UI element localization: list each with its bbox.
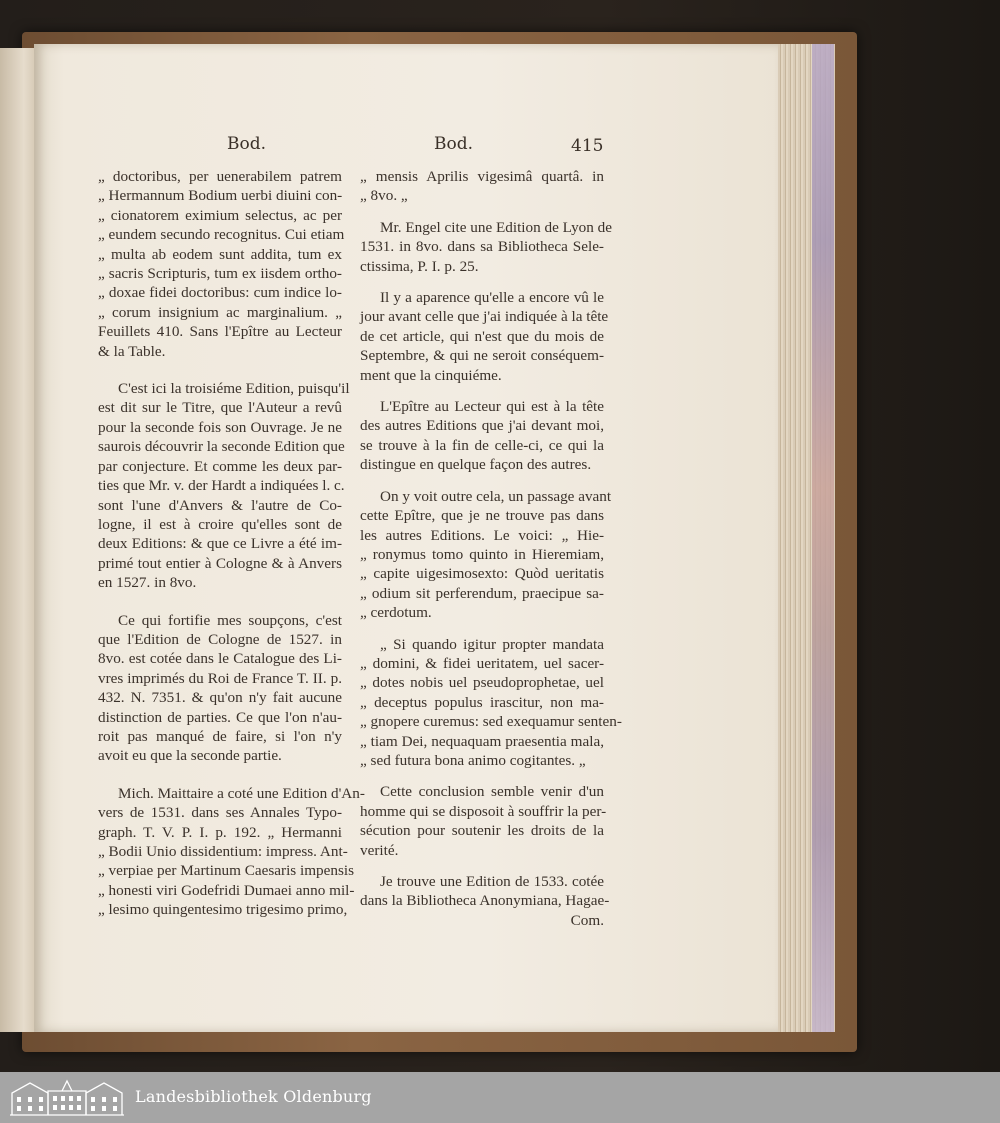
text-line: verité. — [360, 841, 399, 859]
text-line: „ doctoribus, per uenerabilem patrem — [98, 168, 342, 185]
text-line: graph. T. V. P. I. p. 192. „ Hermanni — [98, 823, 342, 841]
running-head-left: Bod. — [227, 134, 267, 154]
text-line: „ honesti viri Godefridi Dumaei anno mil- — [98, 881, 355, 899]
page-number: 415 — [571, 136, 604, 156]
text-line: est dit sur le Titre, que l'Auteur a revû — [98, 399, 342, 417]
text-line: L'Epître au Lecteur qui est à la tête — [380, 398, 604, 416]
paragraph — [360, 167, 604, 206]
text-line: Mich. Maittaire a coté une Edition d'An- — [118, 784, 365, 802]
paragraph — [360, 635, 622, 771]
text-line: „ dotes nobis uel pseudoprophetae, uel — [360, 674, 604, 692]
text-line: que l'Edition de Cologne de 1527. in — [98, 630, 342, 648]
text-line: & la Table. — [98, 342, 166, 360]
text-line: „ lesimo quingentesimo trigesimo primo, — [98, 901, 348, 919]
paragraph — [98, 611, 342, 766]
paragraph — [360, 288, 609, 385]
library-building-icon — [8, 1077, 126, 1117]
text-line: „ eundem secundo recognitus. Cui etiam — [98, 226, 345, 244]
text-line: „ tiam Dei, nequaquam praesentia mala, — [360, 732, 604, 750]
text-line: 8vo. est cotée dans le Catalogue des Li- — [98, 650, 342, 668]
text-line: Feuillets 410. Sans l'Epître au Lecteur — [98, 323, 342, 341]
text-line: en 1527. in 8vo. — [98, 574, 197, 592]
paragraph — [98, 167, 345, 361]
right-text-column — [360, 167, 622, 930]
text-line: Je trouve une Edition de 1533. cotée — [380, 873, 604, 890]
text-line: par conjecture. Et comme les deux par- — [98, 457, 342, 475]
text-line: pour la seconde fois son Ouvrage. Je ne — [98, 418, 342, 436]
text-line: deux Editions: & que ce Livre a été im- — [98, 535, 342, 553]
text-line: jour avant celle que j'ai indiquée à la tête — [360, 308, 609, 326]
left-page-sliver — [0, 48, 34, 1032]
text-line: Mr. Engel cite une Edition de Lyon de — [380, 218, 612, 236]
running-head-right: Bod. — [434, 134, 474, 154]
text-line: „ Si quando igitur propter mandata — [380, 635, 604, 653]
text-line: sont l'une d'Anvers & l'autre de Co- — [98, 496, 342, 514]
paragraph — [360, 782, 607, 860]
paragraph — [360, 218, 612, 276]
text-line: ment que la cinquiéme. — [360, 366, 502, 384]
text-line: On y voit outre cela, un passage avant — [380, 487, 612, 505]
text-line: cette Epître, que je ne trouve pas dans — [360, 507, 604, 525]
text-line: saurois découvrir la seconde Edition que — [98, 438, 345, 456]
text-line: „ mensis Aprilis vigesimâ quartâ. in — [360, 168, 604, 185]
text-line: distinction de parties. Ce que l'on n'au- — [98, 708, 342, 726]
text-line: „ corum insignium ac marginalium. „ — [98, 303, 342, 321]
text-line: „ 8vo. „ — [360, 187, 408, 205]
paragraph — [98, 379, 350, 592]
text-line: distingue en quelque façon des autres. — [360, 456, 592, 474]
text-line: „ verpiae per Martinum Caesaris impensis — [98, 862, 354, 880]
paragraph — [360, 487, 612, 623]
text-line: „ gnopere curemus: sed exequamur senten- — [360, 713, 622, 731]
text-line: „ doxae fidei doctoribus: cum indice lo- — [98, 284, 342, 302]
text-line: „ Bodii Unio dissidentium: impress. Ant- — [98, 843, 348, 860]
text-line: 432. N. 7351. & qu'on n'y fait aucune — [98, 689, 342, 707]
catchword: Com. — [570, 911, 604, 929]
paragraph — [360, 397, 604, 475]
text-line: avoit eu que la seconde partie. — [98, 747, 282, 765]
text-line: ctissima, P. I. p. 25. — [360, 257, 479, 275]
text-line: primé tout entier à Cologne & à Anvers — [98, 554, 342, 572]
text-line: „ domini, & fidei ueritatem, uel sacer- — [360, 654, 604, 672]
text-line: les autres Editions. Le voici: „ Hie- — [360, 526, 604, 544]
text-line: dans la Bibliotheca Anonymiana, Hagae- — [360, 892, 610, 910]
marbled-edge — [812, 44, 834, 1032]
text-line: „ sed futura bona animo cogitantes. „ — [360, 751, 586, 769]
text-line: homme qui se disposoit à souffrir la per- — [360, 802, 607, 820]
paragraph — [98, 784, 365, 920]
paragraph — [360, 872, 610, 911]
text-line: vres imprimés du Roi de France T. II. p. — [98, 669, 342, 687]
text-line: se trouve à la fin de celle-ci, ce qui la — [360, 436, 604, 454]
text-line: vers de 1531. dans ses Annales Typo- — [98, 804, 342, 822]
text-line: „ multa ab eodem sunt addita, tum ex — [98, 245, 342, 263]
text-line: „ sacris Scripturis, tum ex iisdem ortho- — [98, 265, 342, 283]
text-line: de cet article, qui n'est que du mois de — [360, 327, 604, 345]
text-line: „ cionatorem eximium selectus, ac per — [98, 206, 342, 224]
text-line: Cette conclusion semble venir d'un — [380, 783, 604, 801]
text-line: Ce qui fortifie mes soupçons, c'est — [118, 611, 342, 629]
text-line: Septembre, & qui ne seroit conséquem- — [360, 347, 604, 365]
text-line: logne, il est à croire qu'elles sont de — [98, 515, 342, 533]
text-line: C'est ici la troisiéme Edition, puisqu'il — [118, 380, 350, 398]
text-line: „ cerdotum. — [360, 604, 432, 622]
text-line: des autres Editions que j'ai devant moi, — [360, 417, 604, 435]
text-line: „ capite uigesimosexto: Quòd ueritatis — [360, 565, 604, 583]
text-line: sécution pour soutenir les droits de la — [360, 822, 604, 840]
book-page — [34, 44, 778, 1032]
library-name: Landesbibliothek Oldenburg — [135, 1087, 372, 1106]
left-text-column — [98, 167, 365, 920]
text-line: „ Hermannum Bodium uerbi diuini con- — [98, 187, 343, 205]
text-line: „ ronymus tomo quinto in Hieremiam, — [360, 545, 604, 563]
text-line: „ odium sit perferendum, praecipue sa- — [360, 584, 604, 602]
text-line: 1531. in 8vo. dans sa Bibliotheca Sele- — [360, 238, 604, 256]
text-line: ties que Mr. v. der Hardt a indiquées l. c. — [98, 477, 345, 495]
text-line: Il y a aparence qu'elle a encore vû le — [380, 289, 604, 307]
text-line: „ deceptus populus irascitur, non ma- — [360, 693, 604, 711]
library-footer-bar — [0, 1072, 1000, 1123]
text-line: roit pas manqué de faire, si l'on n'y — [98, 727, 342, 745]
